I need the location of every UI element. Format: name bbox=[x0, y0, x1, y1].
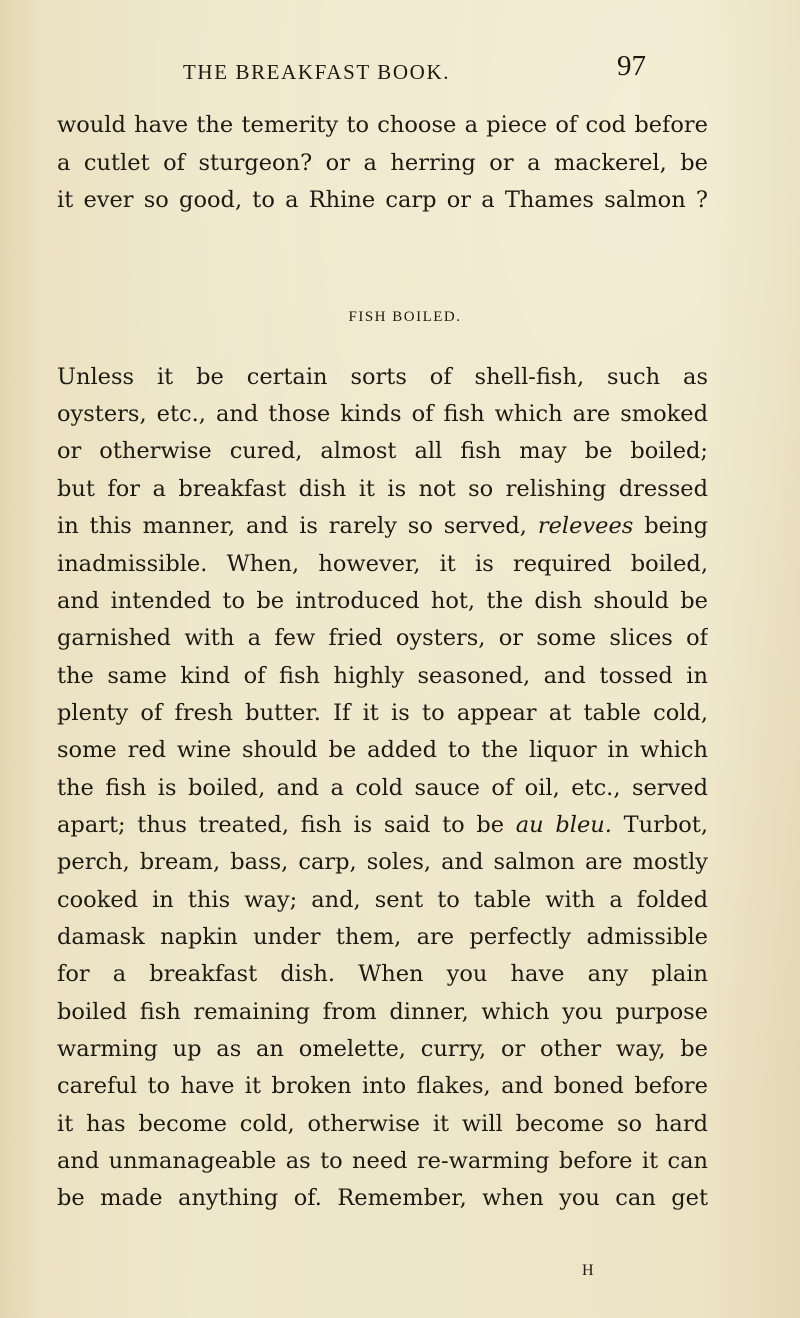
text-line: careful to have it broken into flakes, and boned before bbox=[57, 1073, 708, 1099]
section-heading: FISH BOILED. bbox=[348, 309, 462, 325]
text-line: it ever so good, to a Rhine carp or a Thames salmon ? bbox=[57, 187, 708, 213]
text-line-mixed bbox=[57, 806, 708, 844]
text-line: be made anything of. Remember, when you can get bbox=[57, 1185, 708, 1211]
running-title: THE BREAKFAST BOOK. bbox=[183, 60, 451, 84]
text-line: oysters, etc., and those kinds of fish which are smoked bbox=[57, 401, 708, 427]
text-line: Unless it be certain sorts of shell-fish, such as bbox=[57, 364, 708, 390]
page-number: 97 bbox=[617, 50, 646, 82]
running-head bbox=[0, 50, 800, 90]
text-line: for a breakfast dish. When you have any plain bbox=[57, 961, 708, 987]
text-line: but for a breakfast dish it is not so relishing dressed bbox=[57, 476, 708, 502]
text-line: or otherwise cured, almost all fish may be boiled; bbox=[57, 438, 708, 464]
text-line: a cutlet of sturgeon? or a herring or a mackerel, be bbox=[57, 150, 708, 176]
text-segment: being bbox=[644, 513, 708, 539]
signature-mark: H bbox=[582, 1262, 595, 1279]
text-segment: apart; thus treated, fish is said to be bbox=[57, 812, 505, 838]
text-line: the same kind of fish highly seasoned, and tossed in bbox=[57, 663, 708, 689]
text-line: cooked in this way; and, sent to table with a folded bbox=[57, 887, 708, 913]
text-line: and intended to be introduced hot, the dish should be bbox=[57, 588, 708, 614]
text-segment: in this manner, and is rarely so served, bbox=[57, 513, 527, 539]
text-line: some red wine should be added to the liquor in which bbox=[57, 737, 708, 763]
text-line: plenty of fresh butter. If it is to appear at table cold, bbox=[57, 700, 708, 726]
text-line: perch, bream, bass, carp, soles, and salmon are mostly bbox=[57, 849, 708, 875]
text-line: warming up as an omelette, curry, or other way, be bbox=[57, 1036, 708, 1062]
text-line: boiled fish remaining from dinner, which you purpose bbox=[57, 999, 708, 1025]
text-line: garnished with a few fried oysters, or some slices of bbox=[57, 625, 708, 651]
text-line: inadmissible. When, however, it is required boiled, bbox=[57, 551, 708, 577]
text-segment: Turbot, bbox=[623, 812, 708, 838]
text-line: it has become cold, otherwise it will become so hard bbox=[57, 1111, 708, 1137]
text-line: would have the temerity to choose a piece of cod before bbox=[57, 112, 708, 138]
text-line-mixed bbox=[57, 507, 708, 545]
italic-term: relevees bbox=[537, 513, 634, 539]
italic-term: au bleu. bbox=[515, 812, 612, 838]
text-line: damask napkin under them, are perfectly admissible bbox=[57, 924, 708, 950]
text-line: the fish is boiled, and a cold sauce of oil, etc., served bbox=[57, 775, 708, 801]
text-line: and unmanageable as to need re-warming before it can bbox=[57, 1148, 708, 1174]
